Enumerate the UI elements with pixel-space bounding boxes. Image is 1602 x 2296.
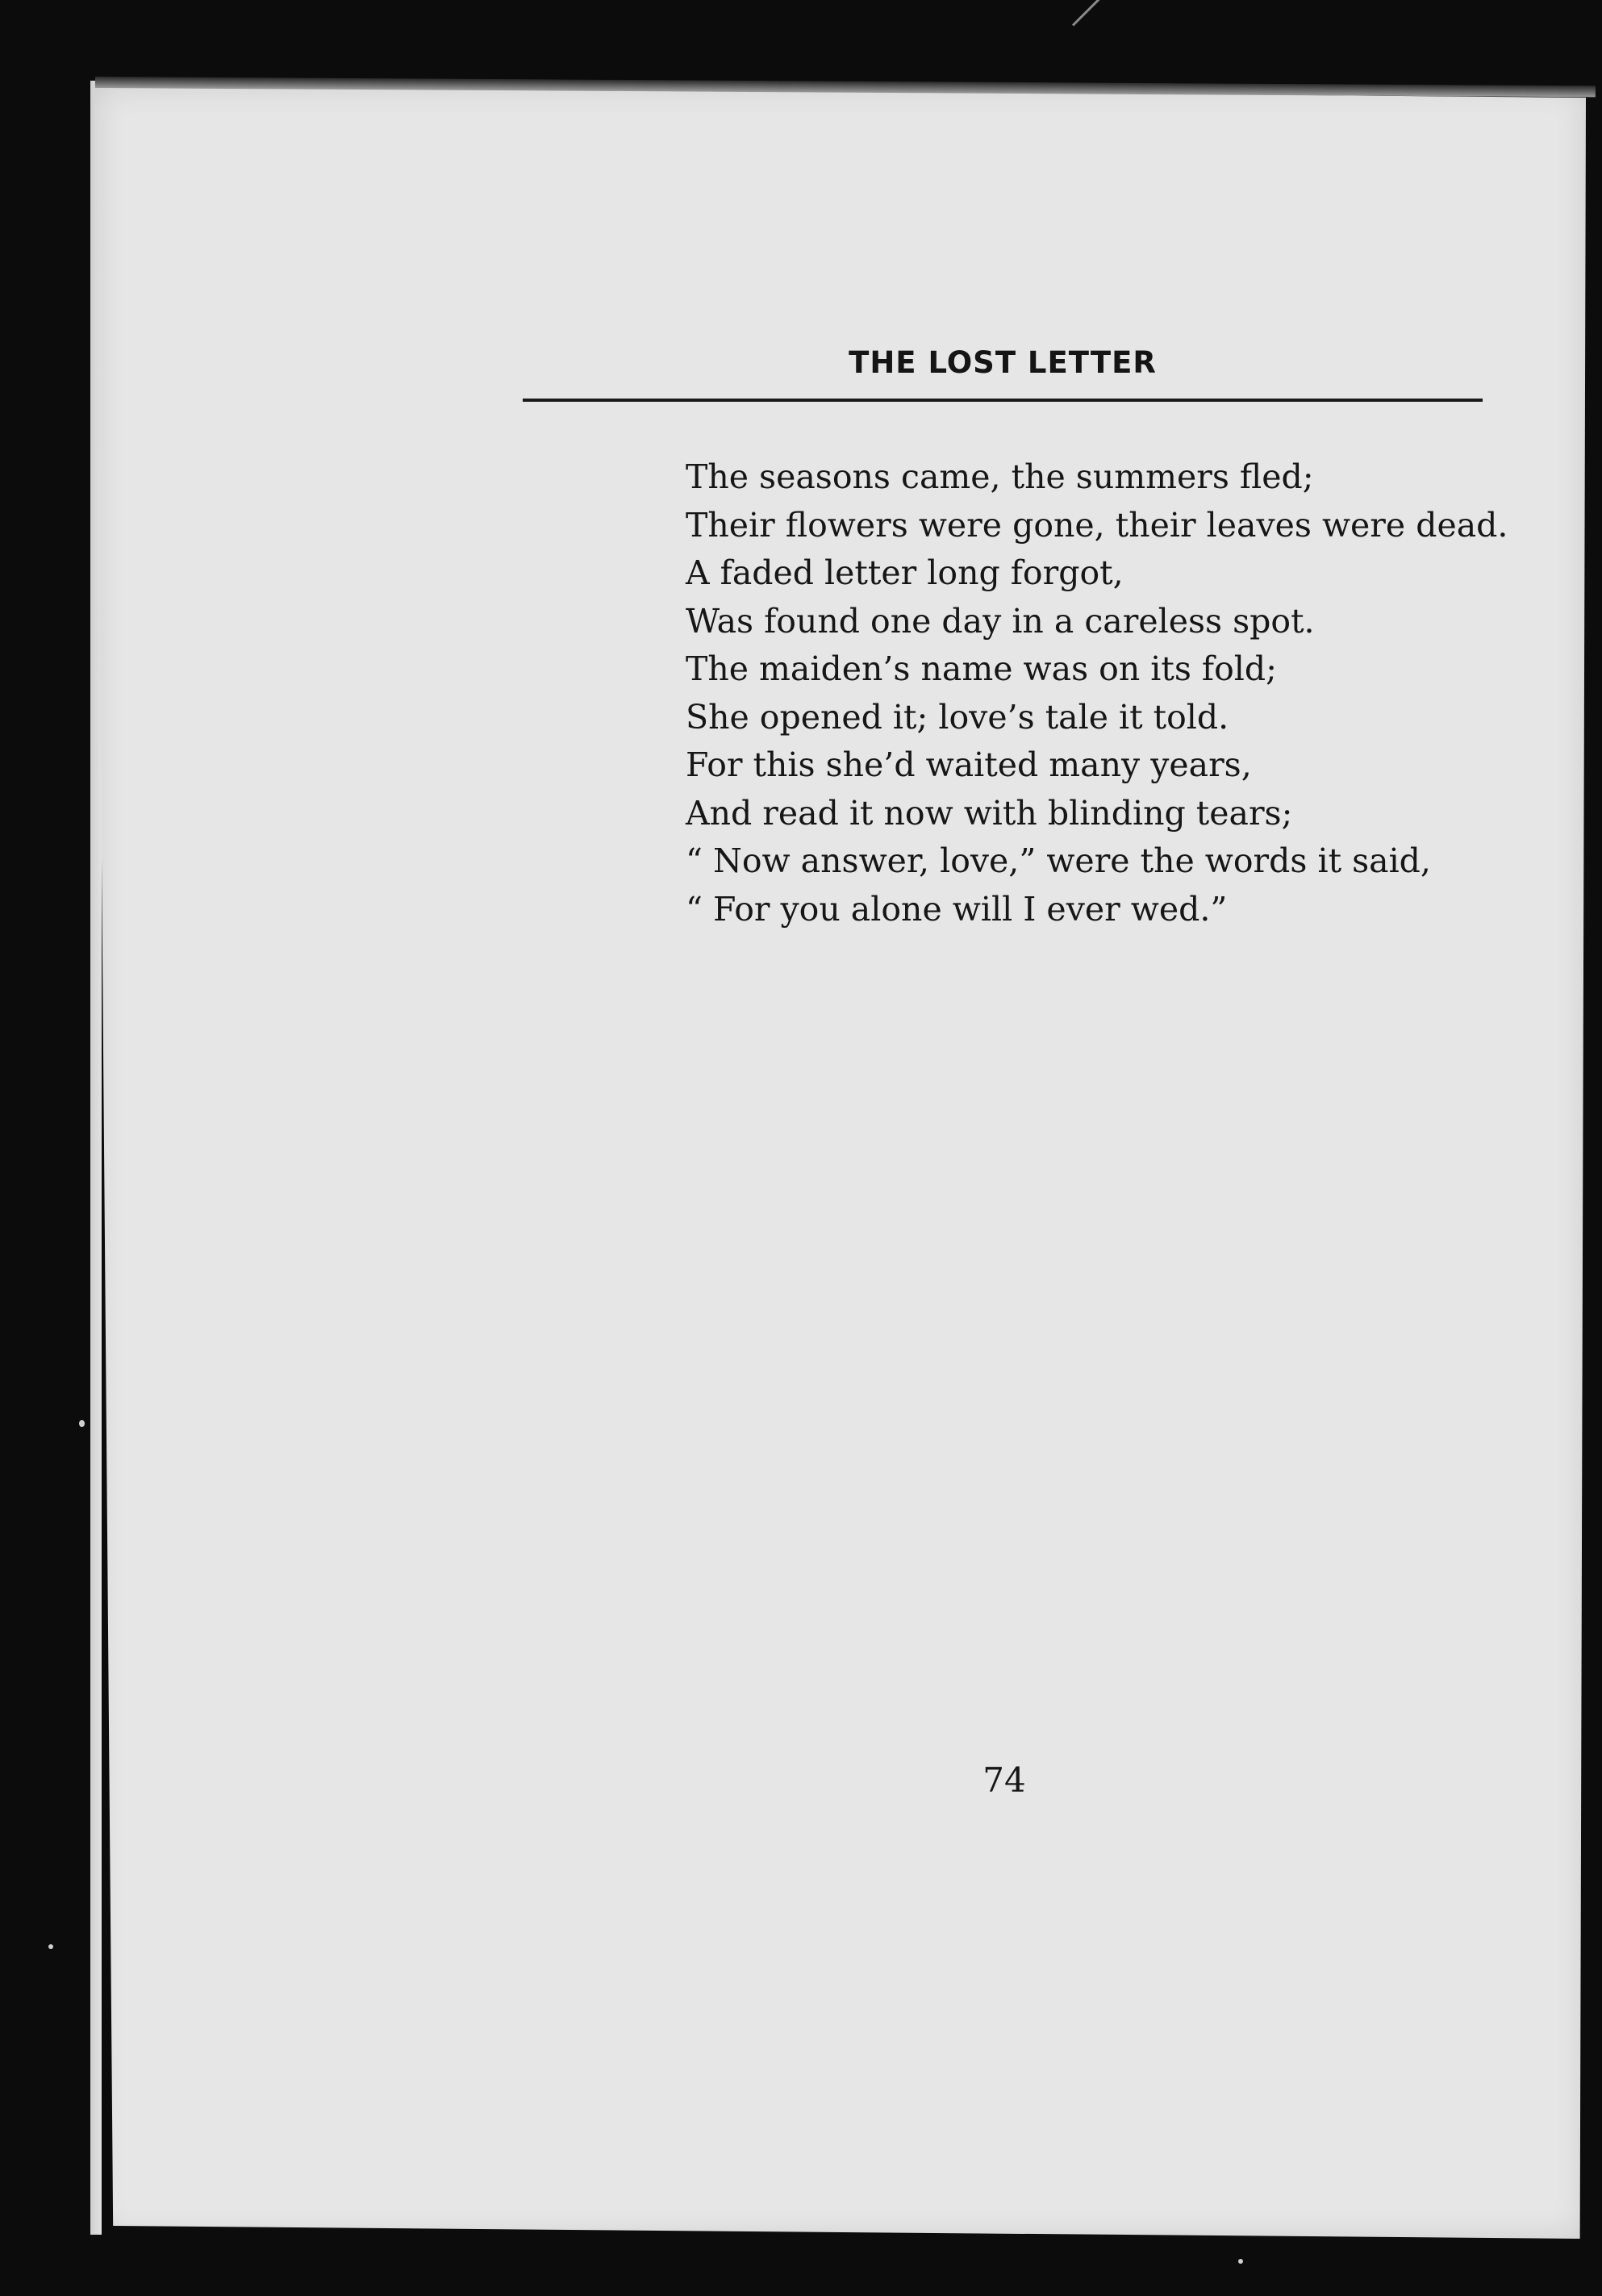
film-scratch [1072,0,1120,27]
poem-line: For this she’d waited many years, [686,745,1252,784]
page-number: 74 [982,1760,1026,1800]
book-page [95,85,1586,2239]
dust-speck [48,1944,53,1949]
running-head: THE LOST LETTER [849,345,1157,380]
head-rule [523,399,1483,402]
poem-line: “ For you alone will I ever wed.” [686,889,1228,929]
poem-line: A faded letter long forgot, [686,553,1124,592]
poem-line: Was found one day in a careless spot. [686,601,1315,641]
dust-speck [79,1420,85,1427]
poem-line: Their flowers were gone, their leaves were dead. [686,505,1508,545]
poem-line: The seasons came, the summers fled; [686,457,1314,496]
poem-line: And read it now with blinding tears; [686,793,1293,833]
dust-speck [1238,2259,1243,2264]
poem-line: The maiden’s name was on its fold; [686,649,1277,688]
poem-stanza [686,453,1508,933]
poem-line: “ Now answer, love,” were the words it said, [686,841,1431,880]
poem-line: She opened it; love’s tale it told. [686,697,1229,737]
